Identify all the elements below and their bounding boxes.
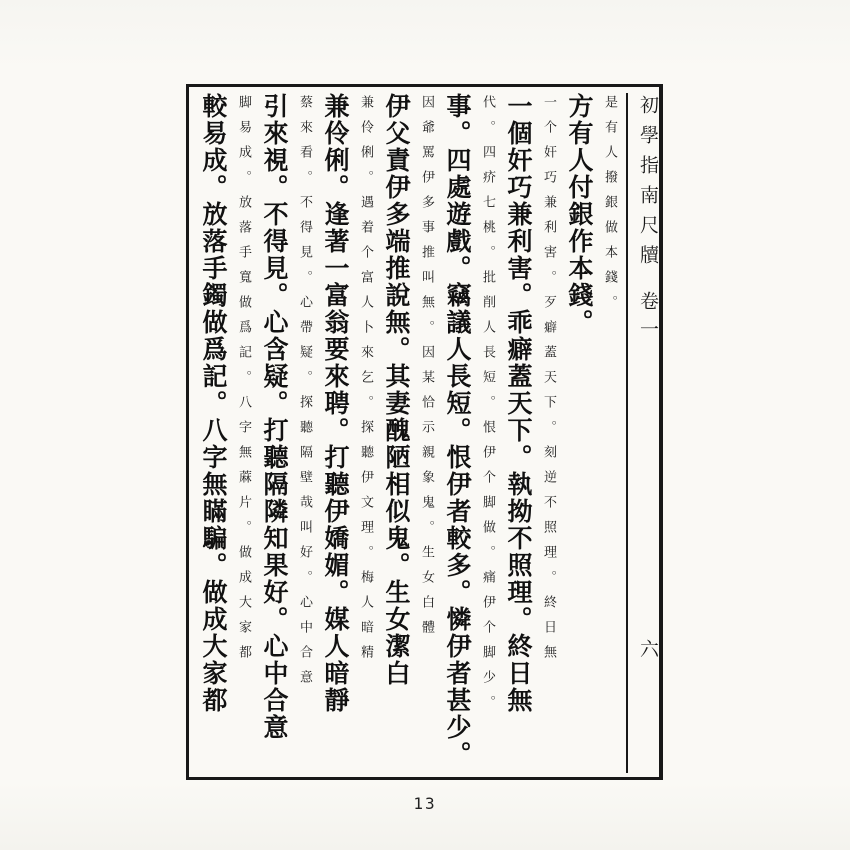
main-column: 引來視。不得見。心含疑。打聽隔隣知果好。心中合意 (260, 93, 289, 741)
page-number: 13 (413, 794, 437, 813)
gloss-column: 兼伶俐。遇着个富人卜來乞。探聽伊文理。梅人暗精 (358, 95, 373, 670)
header-spacer (648, 347, 649, 639)
header-spacer (648, 275, 649, 291)
main-column: 事。四處遊戲。竊議人長短。恨伊者較多。憐伊者甚少。 (443, 93, 472, 768)
frame-inner (189, 87, 663, 777)
gloss-column: 代。四疥七桃。批削人長短。恨伊个脚做。痛伊个脚少。 (480, 95, 495, 720)
gloss-column: 是有人撥銀做本錢。 (602, 95, 617, 320)
main-column: 一個奸巧兼利害。乖癖蓋天下。執拗不照理。終日無 (504, 93, 533, 714)
main-column: 較易成。放落手鐲做爲記。八字無瞞騙。做成大家都 (199, 93, 228, 714)
header-column (626, 93, 663, 773)
main-column: 伊父責伊多端推說無。其妻醜陋相似鬼。生女潔白 (382, 93, 411, 687)
gloss-column: 脚易成。放落手寬做爲記。八字無蔴片。做成大家都 (236, 95, 251, 670)
main-column: 兼伶俐。逢著一富翁要來聘。打聽伊嬌媚。媒人暗靜 (321, 93, 350, 714)
gloss-column: 蔡來看。不得見。心帶疑。探聽隔壁哉叫好。心中合意 (297, 95, 312, 695)
gloss-column: 因爺罵伊多事推叫無。因某恰示親象鬼。生女白體 (419, 95, 434, 645)
gloss-column: 一个奸巧兼利害。歹癖蓋天下。刻逆不照理。終日無 (541, 95, 556, 670)
main-column: 方有人付銀作本錢。 (565, 93, 594, 336)
folio-number: 六 (637, 639, 659, 658)
volume-label: 卷一 (637, 291, 659, 347)
running-title: 初學指南尺牘 (637, 95, 659, 275)
text-frame (186, 84, 663, 780)
